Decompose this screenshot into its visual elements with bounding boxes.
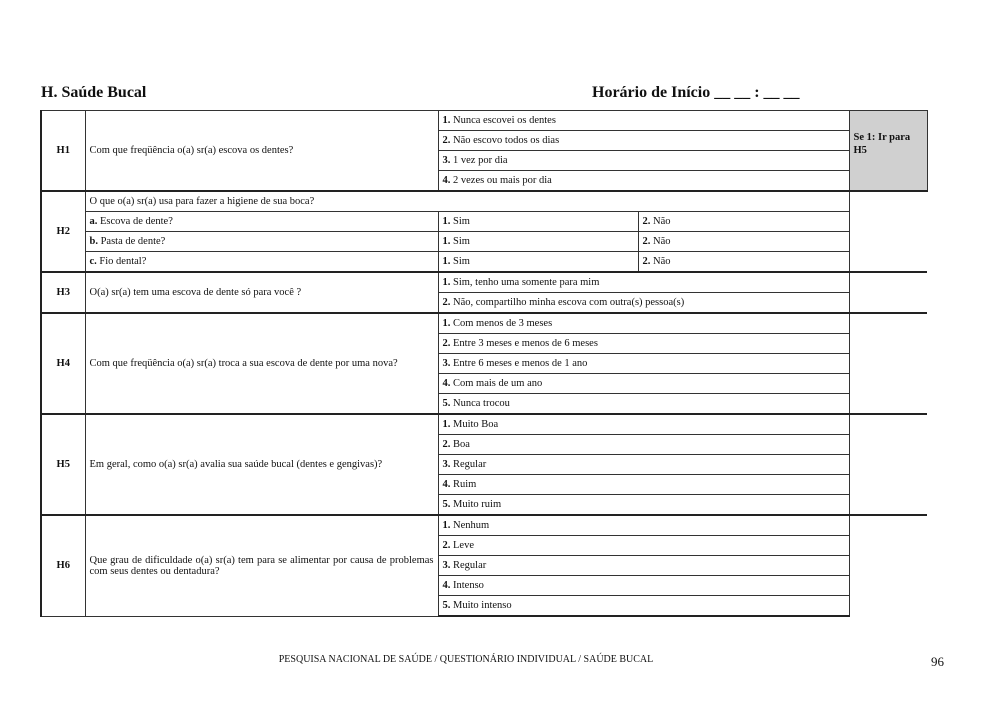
h1-option-3[interactable]: 3. 1 vez por dia: [438, 151, 849, 171]
h1-option-2[interactable]: 2. Não escovo todos os dias: [438, 131, 849, 151]
h4-option-1[interactable]: 1. Com menos de 3 meses: [438, 313, 849, 334]
h2-c-no[interactable]: 2. Não: [638, 252, 849, 273]
h5-option-1[interactable]: 1. Muito Boa: [438, 414, 849, 435]
h2-c-yes[interactable]: 1. Sim: [438, 252, 638, 273]
h4-option-2[interactable]: 2. Entre 3 meses e menos de 6 meses: [438, 334, 849, 354]
h2-a-yes[interactable]: 1. Sim: [438, 212, 638, 232]
h1-option-4[interactable]: 4. 2 vezes ou mais por dia: [438, 171, 849, 192]
h4-option-4[interactable]: 4. Com mais de um ano: [438, 374, 849, 394]
h3-option-2[interactable]: 2. Não, compartilho minha escova com outra(s) pessoa(s): [438, 293, 849, 314]
start-time-label: Horário de Início __ __ : __ __: [592, 84, 800, 101]
h3-question: O(a) sr(a) tem uma escova de dente só para você ?: [85, 272, 438, 313]
h6-option-5[interactable]: 5. Muito intenso: [438, 596, 849, 617]
h2-code: H2: [41, 191, 85, 272]
h5-question: Em geral, como o(a) sr(a) avalia sua saúde bucal (dentes e gengivas)?: [85, 414, 438, 515]
footer-text: PESQUISA NACIONAL DE SAÚDE / QUESTIONÁRIO INDIVIDUAL / SAÚDE BUCAL: [278, 654, 654, 665]
h6-option-3[interactable]: 3. Regular: [438, 556, 849, 576]
h2-item-a: a. Escova de dente?: [85, 212, 438, 232]
h2-item-b: b. Pasta de dente?: [85, 232, 438, 252]
h3-row: [41, 272, 927, 293]
h6-code: H6: [41, 515, 85, 616]
h4-code: H4: [41, 313, 85, 414]
h5-row: [41, 414, 927, 435]
h3-code: H3: [41, 272, 85, 313]
h4-option-3[interactable]: 3. Entre 6 meses e menos de 1 ano: [438, 354, 849, 374]
h4-row: [41, 313, 927, 334]
h1-option-1[interactable]: 1. Nunca escovei os dentes: [438, 111, 849, 131]
h4-question: Com que freqüência o(a) sr(a) troca a sua escova de dente por uma nova?: [85, 313, 438, 414]
h5-option-4[interactable]: 4. Ruim: [438, 475, 849, 495]
section-title: H. Saúde Bucal: [41, 84, 147, 101]
h1-code: H1: [41, 111, 85, 192]
h2-row: [41, 191, 927, 212]
h2-b-no[interactable]: 2. Não: [638, 232, 849, 252]
h2-a-no[interactable]: 2. Não: [638, 212, 849, 232]
h6-row: [41, 515, 927, 536]
h2-item-c: c. Fio dental?: [85, 252, 438, 273]
page-number: 96: [931, 654, 944, 669]
h1-skip-note: Se 1: Ir para H5: [849, 111, 927, 192]
h6-option-2[interactable]: 2. Leve: [438, 536, 849, 556]
h2-b-yes[interactable]: 1. Sim: [438, 232, 638, 252]
questionnaire-table: [40, 110, 928, 617]
h3-option-1[interactable]: 1. Sim, tenho uma somente para mim: [438, 272, 849, 293]
h5-option-2[interactable]: 2. Boa: [438, 435, 849, 455]
h4-option-5[interactable]: 5. Nunca trocou: [438, 394, 849, 415]
h5-option-3[interactable]: 3. Regular: [438, 455, 849, 475]
h1-question: Com que freqüência o(a) sr(a) escova os dentes?: [85, 111, 438, 192]
h5-option-5[interactable]: 5. Muito ruim: [438, 495, 849, 516]
h6-option-1[interactable]: 1. Nenhum: [438, 515, 849, 536]
h2-question: O que o(a) sr(a) usa para fazer a higiene de sua boca?: [85, 191, 849, 212]
h6-question: Que grau de dificuldade o(a) sr(a) tem para se alimentar por causa de problemas com seus dentes ou dentadura?: [85, 515, 438, 616]
h1-row: [41, 111, 927, 131]
h5-code: H5: [41, 414, 85, 515]
h6-option-4[interactable]: 4. Intenso: [438, 576, 849, 596]
